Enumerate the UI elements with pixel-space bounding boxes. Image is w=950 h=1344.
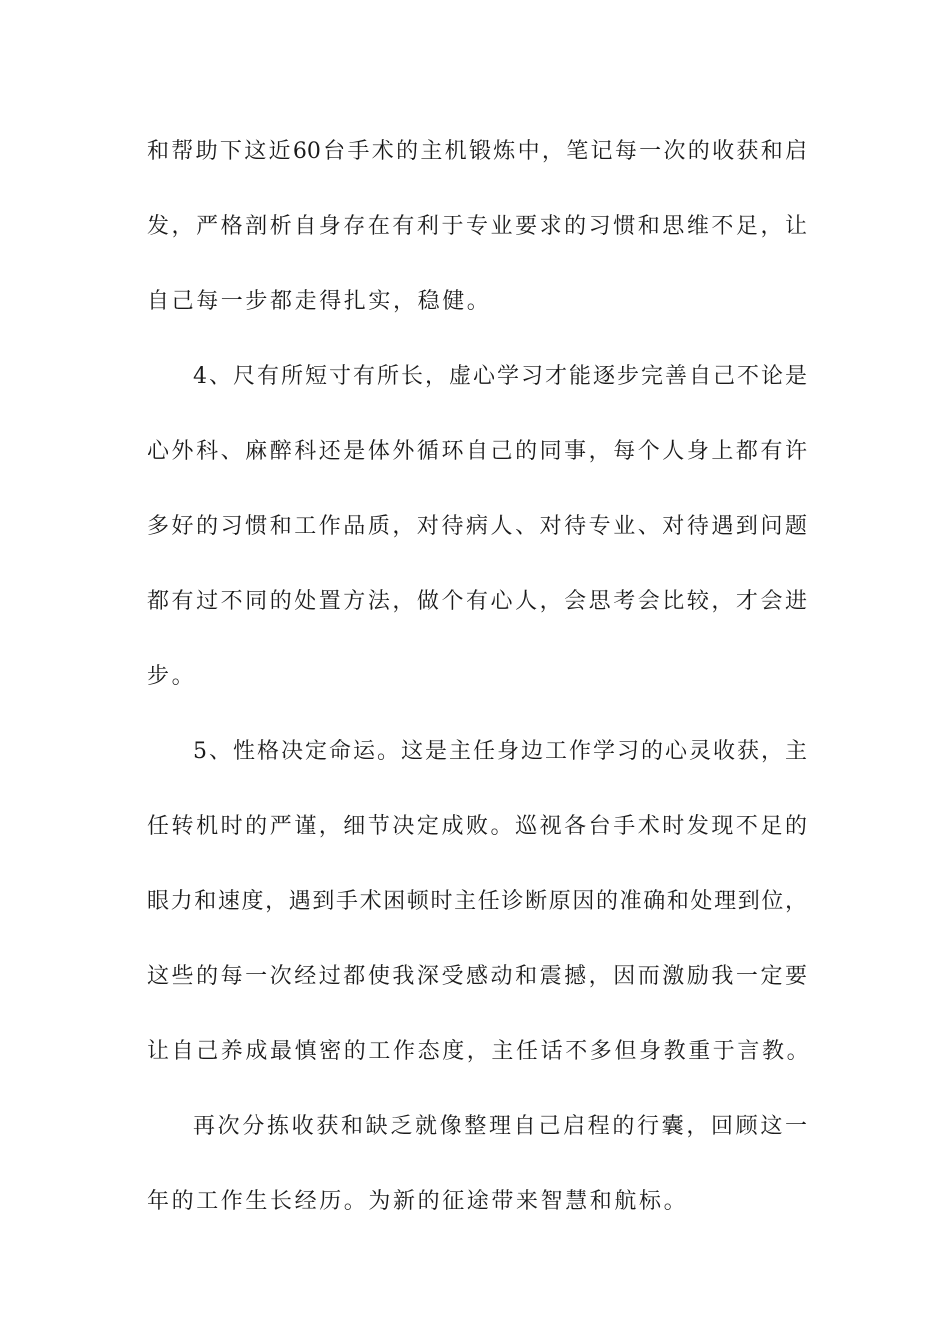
text-line-6: 多好的习惯和工作品质，对待病人、对待专业、对待遇到问题 [147, 514, 807, 539]
text-line-8: 步。 [147, 664, 197, 689]
text-line-12: 这些的每一次经过都使我深受感动和震撼，因而激励我一定要 [147, 964, 807, 989]
text-line-1: 和帮助下这近60台手术的主机锻炼中，笔记每一次的收获和启 [147, 139, 807, 164]
text-line-9: 5、性格决定命运。这是主任身边工作学习的心灵收获，主 [193, 739, 807, 764]
text-line-2: 发，严格剖析自身存在有利于专业要求的习惯和思维不足，让 [147, 214, 807, 239]
text-line-4: 4、尺有所短寸有所长，虚心学习才能逐步完善自己不论是 [193, 364, 807, 389]
text-line-7: 都有过不同的处置方法，做个有心人，会思考会比较，才会进 [147, 589, 807, 614]
text-line-11: 眼力和速度，遇到手术困顿时主任诊断原因的准确和处理到位， [147, 889, 807, 914]
text-line-5: 心外科、麻醉科还是体外循环自己的同事，每个人身上都有许 [147, 439, 807, 464]
text-line-3: 自己每一步都走得扎实，稳健。 [147, 289, 492, 314]
text-line-15: 年的工作生长经历。为新的征途带来智慧和航标。 [147, 1189, 689, 1214]
text-line-10: 任转机时的严谨，细节决定成败。巡视各台手术时发现不足的 [147, 814, 807, 839]
text-line-14: 再次分拣收获和缺乏就像整理自己启程的行囊，回顾这一 [193, 1114, 807, 1139]
text-line-13: 让自己养成最慎密的工作态度，主任话不多但身教重于言教。 [147, 1039, 812, 1064]
